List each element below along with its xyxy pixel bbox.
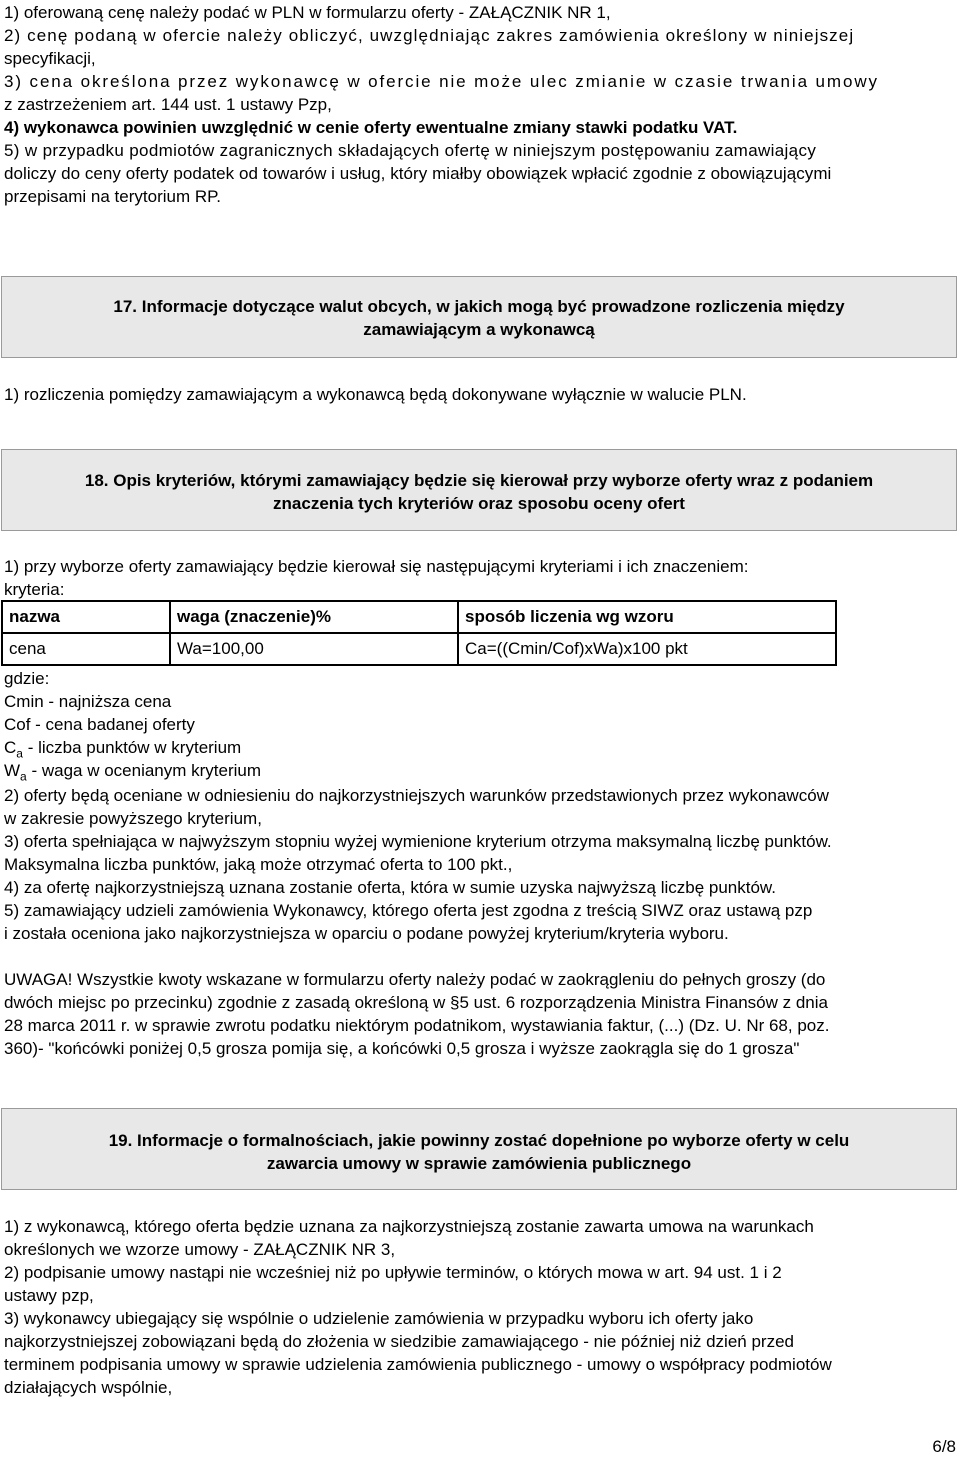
intro-item-3: 3) cena określona przez wykonawcę w ofercie nie może ulec zmianie w czasie trwania umowy — [4, 72, 879, 91]
section-19-item-3-cont3: działających wspólnie, — [4, 1378, 173, 1397]
table-header-row — [2, 601, 836, 633]
section-19-header — [1, 1108, 957, 1190]
section-19-title-line1: 19. Informacje o formalnościach, jakie powinny zostać dopełnione po wyborze oferty w celu — [108, 1131, 850, 1150]
intro-item-5-cont: doliczy do ceny oferty podatek od towarów i usług, który miałby obowiązek wpłacić zgodnie z obowiązującymi — [4, 164, 832, 183]
note-line-4: 360)- "końcówki poniżej 0,5 grosza pomija się, a końcówki 0,5 grosza i wyższe zaokrągla się do 1 grosza" — [4, 1039, 800, 1058]
section-19-item-1: 1) z wykonawcą, którego oferta będzie uznana za najkorzystniejszą zostanie zawarta umowa na warunkach — [4, 1217, 814, 1236]
section-19-item-3: 3) wykonawcy ubiegający się wspólnie o udzielenie zamówienia w przypadku wyboru ich oferty jako — [4, 1309, 754, 1328]
section-18-item-3: 3) oferta spełniająca w najwyższym stopniu wyżej wymienione kryterium otrzyma maksymalną liczbę punktów. — [4, 832, 832, 851]
ca-subscript: a — [16, 746, 23, 761]
table-row — [2, 633, 836, 665]
wa-symbol: W — [4, 761, 21, 780]
section-18-item-2: 2) oferty będą oceniane w odniesieniu do najkorzystniejszych warunków przedstawionych przez wykonawców — [4, 786, 829, 805]
section-19-title-line2: zawarcia umowy w sprawie zamówienia publicznego — [266, 1154, 692, 1173]
intro-item-1: 1) oferowaną cenę należy podać w PLN w formularzu oferty - ZAŁĄCZNIK NR 1, — [4, 3, 611, 22]
note-line-1: UWAGA! Wszystkie kwoty wskazane w formularzu oferty należy podać w zaokrągleniu do pełnych groszy (do — [4, 970, 826, 989]
table-cell: cena — [2, 633, 170, 665]
section-18-item-4: 4) za ofertę najkorzystniejszą uznana zostanie oferta, która w sumie uzyska najwyższą liczbę punktów. — [4, 878, 776, 897]
gdzie-label: gdzie: — [4, 669, 50, 688]
intro-item-5: 5) w przypadku podmiotów zagranicznych składających ofertę w niniejszym postępowaniu zamawiający — [4, 141, 817, 160]
wa-definition — [4, 760, 261, 787]
table-cell: Wa=100,00 — [170, 633, 458, 665]
page-number: 6/8 — [932, 1437, 956, 1456]
wa-text: - waga w ocenianym kryterium — [26, 761, 262, 780]
section-18-title-line1: 18. Opis kryteriów, którymi zamawiający będzie się kierował przy wyborze oferty wraz z podaniem — [84, 471, 874, 490]
note-line-3: 28 marca 2011 r. w sprawie zwrotu podatku niektórym podatnikom, wystawiania faktur, (...) (Dz. U. Nr 68, poz. — [4, 1016, 830, 1035]
section-17-item-1: 1) rozliczenia pomiędzy zamawiającym a wykonawcą będą dokonywane wyłącznie w walucie PLN. — [4, 385, 747, 404]
note-line-2: dwóch miejsc po przecinku) zgodnie z zasadą określoną w §5 ust. 6 rozporządzenia Ministra Finansów z dnia — [4, 993, 828, 1012]
cof-definition: Cof - cena badanej oferty — [4, 715, 195, 734]
section-18-item-1: 1) przy wyborze oferty zamawiający będzie kierował się następującymi kryteriami i ich znaczeniem: — [4, 557, 749, 576]
section-17-title-line1: 17. Informacje dotyczące walut obcych, w jakich mogą być prowadzone rozliczenia między — [113, 297, 845, 316]
section-18-header — [1, 449, 957, 531]
section-17-header — [1, 276, 957, 358]
ca-symbol: C — [4, 738, 17, 757]
table-cell: Ca=((Cmin/Cof)xWa)x100 pkt — [458, 633, 836, 665]
criteria-label: kryteria: — [4, 580, 65, 599]
intro-item-2-cont: specyfikacji, — [4, 49, 96, 68]
criteria-table — [1, 600, 837, 666]
section-19-item-3-cont: najkorzystniejszej zobowiązani będą do złożenia w siedzibie zamawiającego - nie później niż dzień przed — [4, 1332, 794, 1351]
section-18-item-3-cont: Maksymalna liczba punktów, jaką może otrzymać oferta to 100 pkt., — [4, 855, 513, 874]
section-19-item-2-cont: ustawy pzp, — [4, 1286, 94, 1305]
wa-subscript: a — [20, 769, 27, 784]
section-19-item-1-cont: określonych we wzorze umowy - ZAŁĄCZNIK NR 3, — [4, 1240, 396, 1259]
section-19-item-2: 2) podpisanie umowy nastąpi nie wcześniej niż po upływie terminów, o których mowa w art. 94 ust. 1 i 2 — [4, 1263, 782, 1282]
intro-item-4: 4) wykonawca powinien uwzględnić w cenie oferty ewentualne zmiany stawki podatku VAT. — [4, 118, 738, 137]
section-18-title-line2: znaczenia tych kryteriów oraz sposobu oceny ofert — [273, 494, 685, 513]
cmin-definition: Cmin - najniższa cena — [4, 692, 172, 711]
section-18-item-5-cont: i została oceniona jako najkorzystniejsza w oparciu o podane powyżej kryterium/kryteria wyboru. — [4, 924, 729, 943]
table-header-cell: sposób liczenia wg wzoru — [458, 601, 836, 633]
intro-item-3-cont: z zastrzeżeniem art. 144 ust. 1 ustawy Pzp, — [4, 95, 332, 114]
ca-text: - liczba punktów w kryterium — [22, 738, 242, 757]
section-18-item-5: 5) zamawiający udzieli zamówienia Wykonawcy, którego oferta jest zgodna z treścią SIWZ oraz ustawą pzp — [4, 901, 813, 920]
section-17-title-line2: zamawiającym a wykonawcą — [363, 320, 595, 339]
intro-item-5-cont2: przepisami na terytorium RP. — [4, 187, 221, 206]
section-18-item-2-cont: w zakresie powyższego kryterium, — [4, 809, 262, 828]
section-19-item-3-cont2: terminem podpisania umowy w sprawie udzielenia zamówienia publicznego - umowy o współpracy podmiotów — [4, 1355, 832, 1374]
table-header-cell: waga (znaczenie)% — [170, 601, 458, 633]
intro-item-2: 2) cenę podaną w ofercie należy obliczyć, uwzględniając zakres zamówienia określony w niniejszej — [4, 26, 855, 45]
table-header-cell: nazwa — [2, 601, 170, 633]
